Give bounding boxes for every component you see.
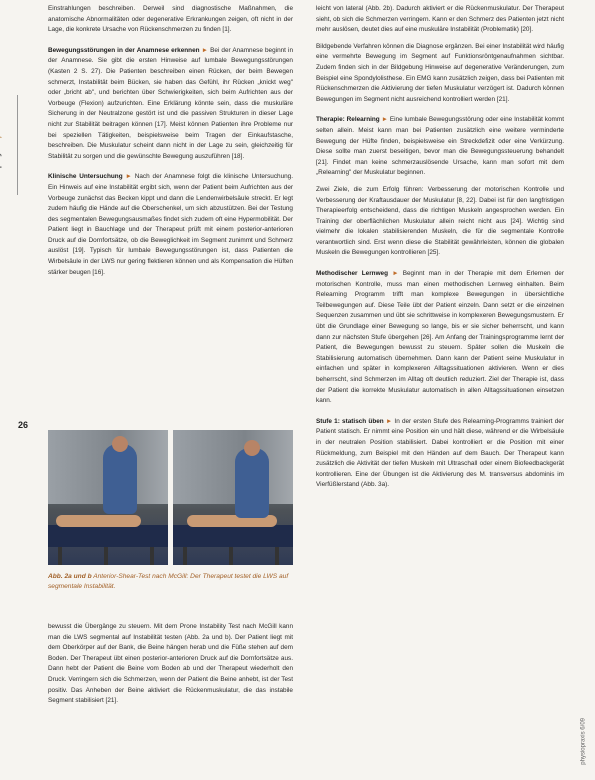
photo-2b — [173, 430, 293, 565]
paragraph: Therapie: Relearning ► Eine lumbale Bewegungsstörung oder eine Instabilität kommt selten allein. Meist kann man bei Patienten zusätzlich eine weitere verminderte Bewegung der Hüfte finden, beispielsweise ein Streckdefizit oder eine Verkürzung. Diese sollte man zuerst beseitigen, bevor man die Bewegungssteuerung behandelt [21]. Findet man keine schmerzauslösende Ursache, kann man sofort mit dem „Relearning" der Muskulatur beginnen. — [316, 116, 564, 177]
paragraph: Klinische Untersuchung ► Nach der Anamnese folgt die klinische Untersuchung. Ein Hinweis auf eine Instabilität ergibt sich, wenn der Patient beim Aufrichten aus der Vorbeuge zunächst das Becken kippt und dann die Lendenwirbelsäule streckt. Er legt zudem häufig die Hände auf die Oberschenkel, um sich abzustützen. Bei der Testung des segmentalen Bewegungsausmaßes findet sich zudem oft eine Hypermobilität. Der Patient liegt in Bauchlage und der Therapeut prüft mit einem posterior-anterioren Druck auf die Dornfortsätze, ob die Beweglichkeit im Segment zunimmt und Schmerz auslöst [19]. Typisch für lumbale Bewegungsstörungen ist, dass Patienten die Wirbelsäule in der LWS nur gering flektieren können und als Kompensation die Hüften stärker beugen [16]. — [48, 173, 294, 276]
figure-2 — [48, 430, 298, 600]
paragraph: leicht von lateral (Abb. 2b). Dadurch aktiviert er die Rückenmuskulatur. Der Therapeut sieht, ob sich die Schmerzen verringern. Kann er den Schmerz des Patienten jetzt nicht mehr auslösen, deutet dies auf eine muskuläre Instabilität (Problematik) [20]. — [316, 5, 564, 34]
journal-side-mark — [6, 95, 20, 195]
paragraph: Methodischer Lernweg ► Beginnt man in der Therapie mit dem Erlernen der motorischen Kontrolle, muss man einen methodischen Lernweg einhalten. Beim Relearning Programm trifft man komplexe Bewegungen in übersichtliche Teilbewegungen auf. Diese Teile übt der Patient einzeln. Dann setzt er die einzelnen Sequenzen zusammen und übt sie schrittweise in komplexeren Bewegungsmustern. Er übt die Grundlage einer Bewegung so lange, bis er sie sicher beherrscht, und kann dann zur nächsten Stufe übergehen [26]. Am Anfang der Trainingsprogramme lernt der Patient, die Bewegungen bewusst zu steuern. Später sollen die Muskeln die Stabilisierung automatisch übernehmen. Dann kann der Patient seine Muskulatur in einfachen und später in komplexeren Alltagssituationen aktivieren. Wenn er dies beherrscht, sind Schmerzen im Alltag oft deutlich reduziert. Ziel der Therapie ist, dass der Patient die korrekte Muskulatur automatisch in allen Alltagssituationen einsetzen kann. — [316, 270, 564, 405]
left-column-top — [48, 4, 293, 284]
paragraph: Einstrahlungen beschreiben. Derweil sind diagnostische Maßnahmen, die anatomische Abnormalitäten oder degenerative Erkrankungen zeigen, oft nicht in der Lage, die konkrete Ursache von Rückenschmerzen zu finden [1]. — [48, 5, 293, 34]
paragraph: Zwei Ziele, die zum Erfolg führen: Verbesserung der motorischen Kontrolle und Verbesserung der Kraftausdauer der Muskulatur [8, 22]. Dabei ist für den langfristigen Therapieerfolg entscheidend, dass die richtigen Muskeln angesprochen werden. Ein Training der oberflächlichen Muskulatur allein reicht nicht aus [24]. Wichtig sind vielmehr die lokalen stabilisierenden Muskeln, die für die segmentale Kontrolle verantwortlich sind. Erst wenn diese die Stabilität gewährleisten, können die globalen Muskeln die Bewegungen kontrollieren [25]. — [316, 185, 564, 257]
paragraph: Stufe 1: statisch üben ► In der ersten Stufe des Relearning-Programms trainiert der Patient statisch. Er nimmt eine Position ein und hält diese, während er die Wirbelsäule in der neutralen Position stabilisiert. Dabei kontrolliert er die Position mit einer Rückmeldung, zum Beispiel mit den Händen auf dem Bauch. Der Therapeut kann zusätzlich die Aktivität der tiefen Muskeln mit Ultraschall oder einem Biofeedbackgerät kontrollieren. Eine der Übungen ist die Aktivierung des M. transversus abdominis im Vierfüßlerstand (Abb. 3a). — [316, 417, 564, 489]
left-column-bottom — [48, 622, 293, 713]
photo-2a — [48, 430, 168, 565]
paragraph: Bewegungsstörungen in der Anamnese erkennen ► Bei der Anamnese beginnt in der Anamnese. Sie gibt die ersten Hinweise auf lumbale Bewegungsstörungen (Kasten 2 S. 27). Die Patienten beschreiben einen Rücken, der beim Bewegen schmerzt, Instabilität beim Bücken, sie haben das Gefühl, ihr Rücken „knickt weg" oder „bricht ab", und berichten über Schwierigkeiten, sich beim Aufrichten aus der Vorbeuge (Flexion) aufzurichten. Eine Erklärung könnte sein, dass die muskuläre Sicherung in der Neutralzone gestört ist und die passiven Strukturen in dieser Lage nicht zur Stabilität beitragen können [17]. Meist können Patienten ihre Probleme nur bei speziellen Tätigkeiten, beispielsweise beim Tragen der Einkaufstasche, beschreiben. Die Muskulatur scheint dann nicht in der Lage zu sein, gleichzeitig für Stabilität zu sorgen und die gewünschte Bewegung auszuführen [18]. — [48, 46, 294, 160]
paragraph: Bildgebende Verfahren können die Diagnose ergänzen. Bei einer Instabilität wird häufig eine vermehrte Bewegung im Segment auf Funktionsröntgenaufnahmen sichtbar. Zudem finden sich in der Bildgebung Hinweise auf degenerative Veränderungen, zum Beispiel eine Spondylolisthese. Ein EMG kann zusätzlich zeigen, dass bei Patienten mit Rückenschmerzen die Aktivierung der tiefen Muskulatur verzögert ist. Dadurch können Bewegungen im Segment nicht ausreichend kontrolliert werden [21]. — [316, 42, 564, 103]
paragraph: bewusst die Übergänge zu steuern. Mit dem Prone Instability Test nach McGill kann man die LWS segmental auf Instabilität testen (Abb. 2a und b). Der Patient liegt mit dem Oberkörper auf der Bank, die Beine hängen herab und die Füße stehen auf dem Boden. Der Therapeut übt einen posterior-anterioren Druck auf die Dornfortsätze aus. Dann hebt der Patient die Beine vom Boden ab und der Therapeut wiederholt den Druck. Verringern sich die Schmerzen, wenn der Patient die Beine anhebt, ist der Test positiv. Das Anheben der Beine aktiviert die Rückenmuskulatur, die das instabile Segment stabilisiert [21]. — [48, 623, 293, 705]
journal-name — [0, 112, 1, 169]
issue-label: physiopraxis 6/09 — [581, 718, 587, 765]
right-column — [316, 4, 564, 497]
page-number: 26 — [18, 420, 29, 430]
side-rule — [17, 95, 18, 195]
figure-caption: Abb. 2a und b Anterior-Shear-Test nach McGill: Der Therapeut testet die LWS auf segmentale Instabilität. — [48, 573, 289, 590]
